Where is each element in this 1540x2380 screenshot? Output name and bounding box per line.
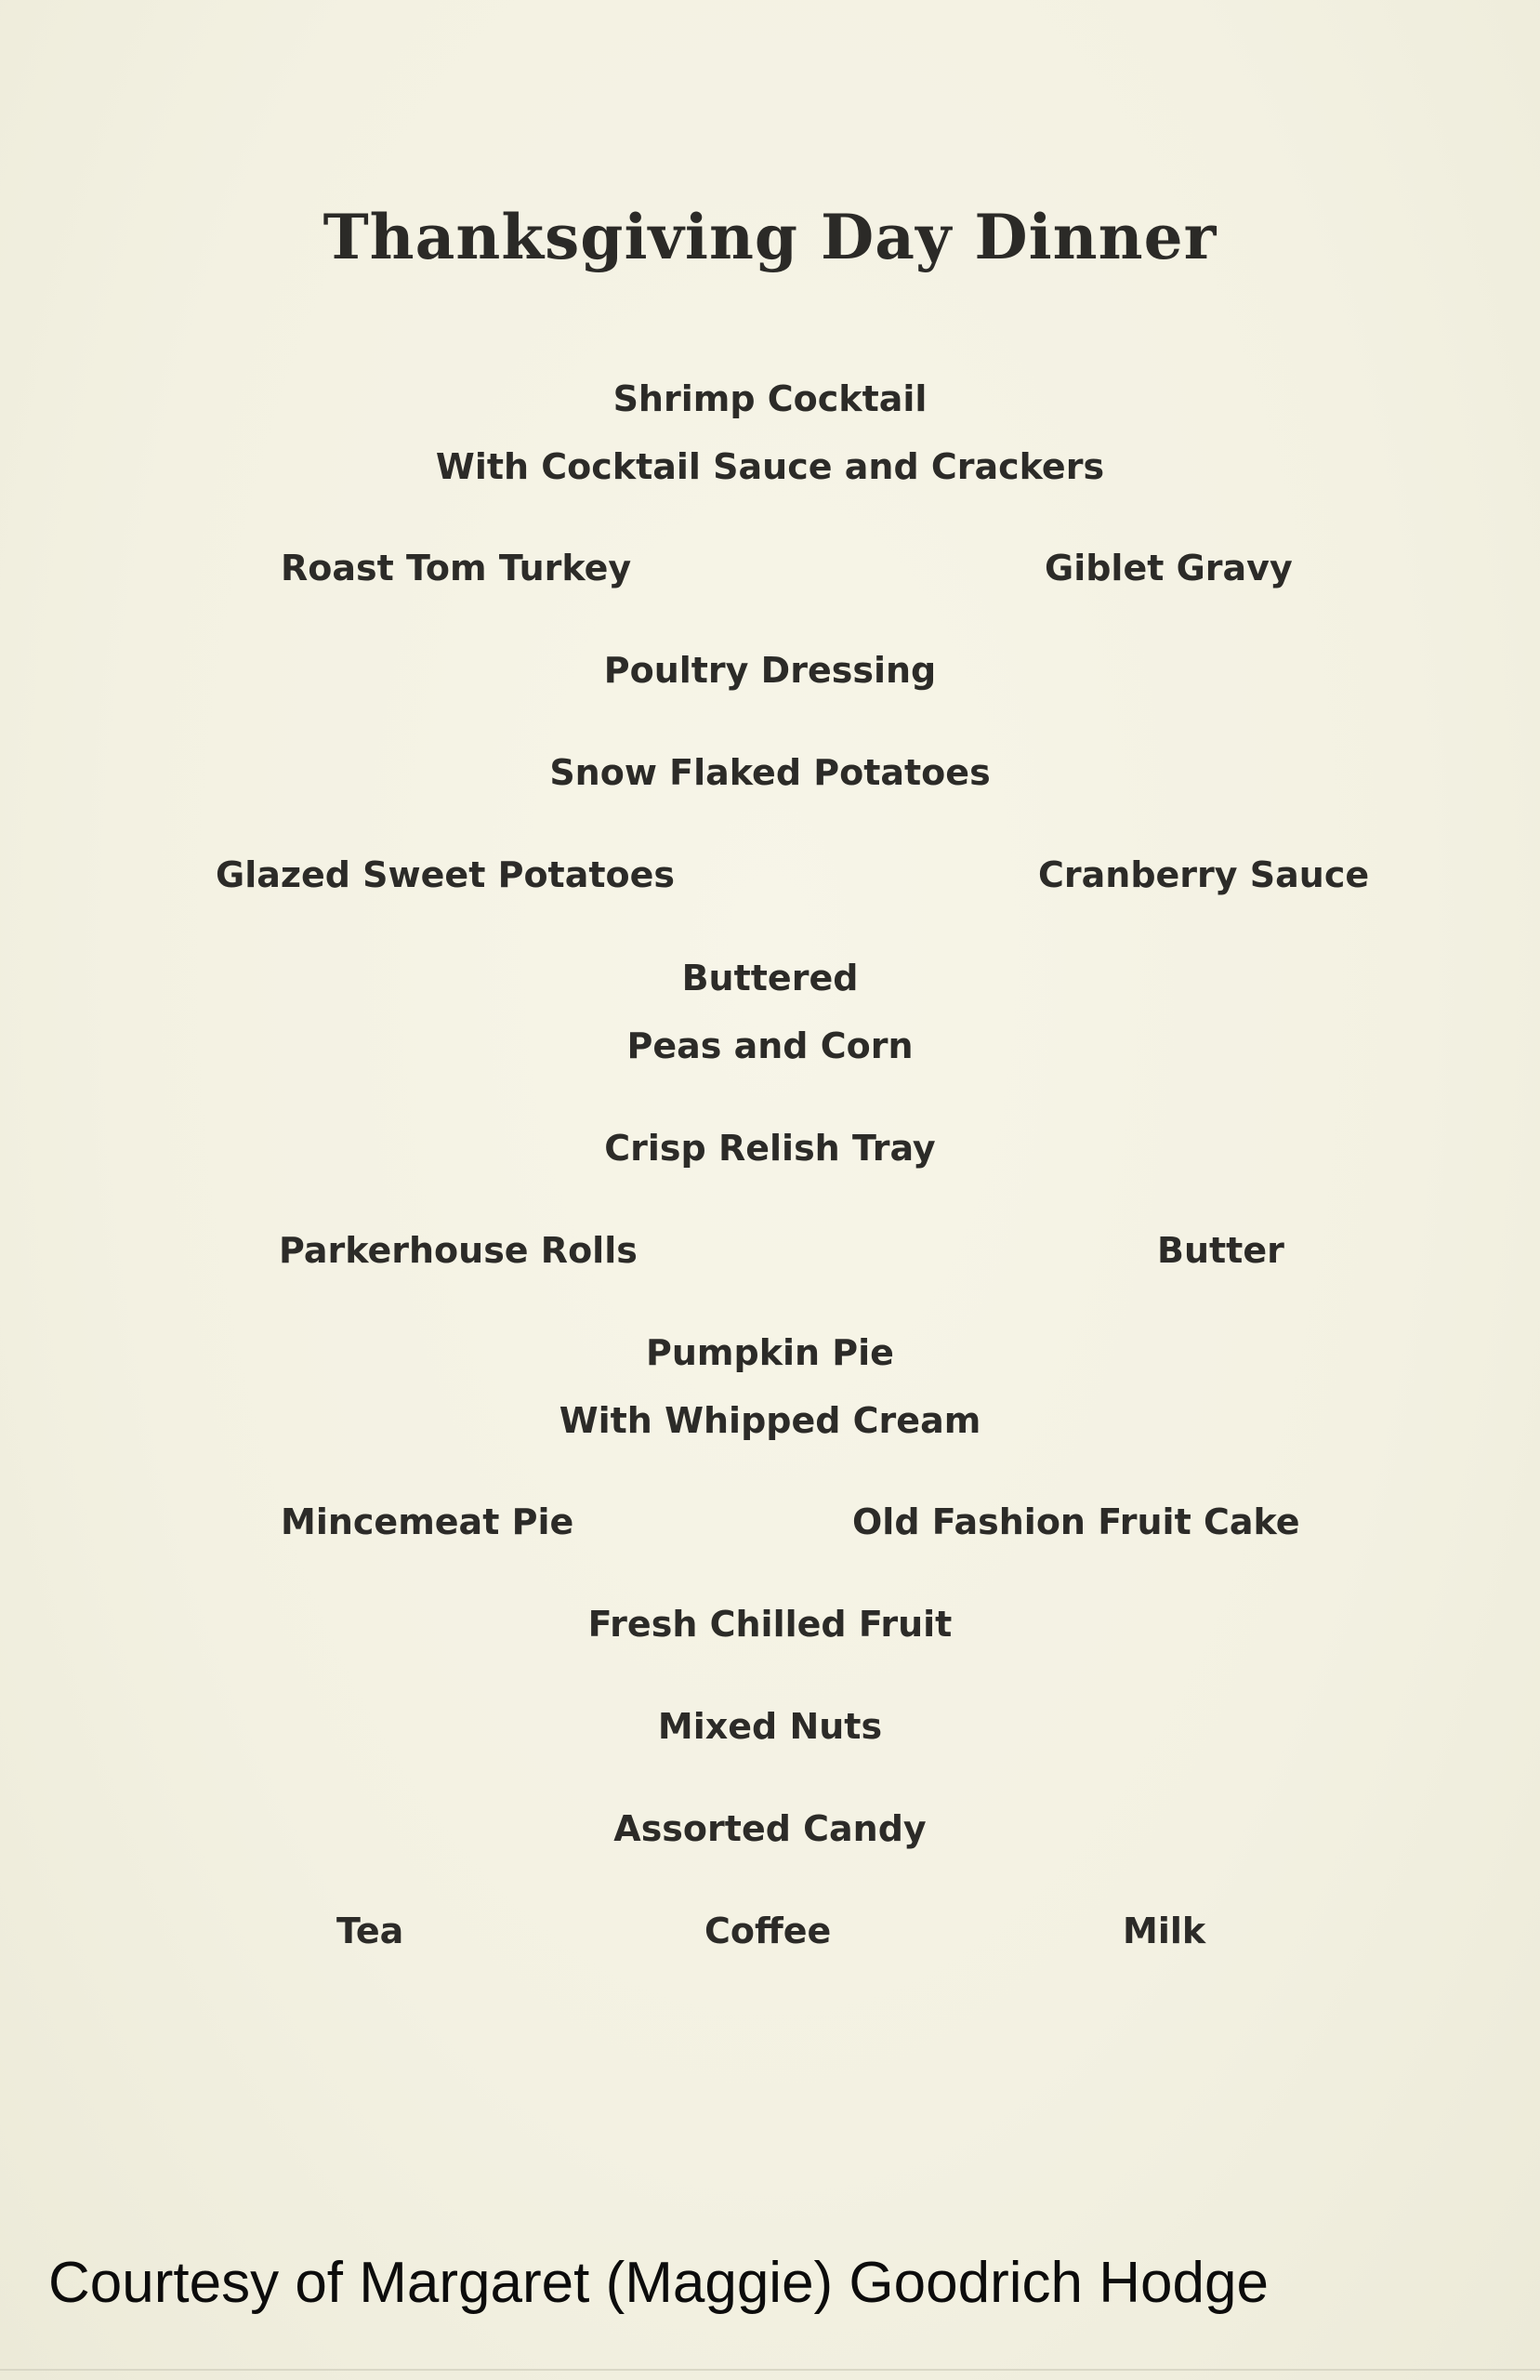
menu-title: Thanksgiving Day Dinner: [322, 201, 1218, 273]
menu-item-buttered: Buttered: [681, 958, 859, 998]
menu-item-cocktail-sauce: With Cocktail Sauce and Crackers: [435, 446, 1105, 487]
menu-item-snow-potatoes: Snow Flaked Potatoes: [549, 752, 991, 793]
menu-item-whipped-cream: With Whipped Cream: [559, 1400, 981, 1441]
menu-item-milk: Milk: [1123, 1911, 1206, 1951]
menu-item-roast-turkey: Roast Tom Turkey: [281, 548, 632, 588]
menu-item-butter: Butter: [1157, 1230, 1284, 1271]
menu-item-giblet-gravy: Giblet Gravy: [1045, 548, 1293, 588]
menu-item-assorted-candy: Assorted Candy: [613, 1808, 927, 1849]
menu-item-coffee: Coffee: [704, 1911, 832, 1951]
menu-item-glazed-sweet-potatoes: Glazed Sweet Potatoes: [216, 854, 676, 895]
menu-item-shrimp-cocktail: Shrimp Cocktail: [612, 378, 928, 419]
menu-item-poultry-dressing: Poultry Dressing: [603, 650, 937, 691]
menu-item-pumpkin-pie: Pumpkin Pie: [646, 1332, 894, 1373]
menu-item-mixed-nuts: Mixed Nuts: [657, 1706, 883, 1747]
menu-item-cranberry-sauce: Cranberry Sauce: [1038, 854, 1370, 895]
menu-item-chilled-fruit: Fresh Chilled Fruit: [587, 1604, 953, 1645]
menu-item-peas-corn: Peas and Corn: [626, 1025, 914, 1066]
menu-item-mincemeat-pie: Mincemeat Pie: [281, 1501, 574, 1542]
menu-item-fruit-cake: Old Fashion Fruit Cake: [852, 1501, 1300, 1542]
menu-item-tea: Tea: [336, 1911, 404, 1951]
menu-item-relish-tray: Crisp Relish Tray: [604, 1128, 936, 1169]
courtesy-credit: Courtesy of Margaret (Maggie) Goodrich Hodge: [48, 2251, 1269, 2315]
menu-item-parkerhouse-rolls: Parkerhouse Rolls: [279, 1230, 638, 1271]
bottom-edge: [0, 2369, 1540, 2371]
